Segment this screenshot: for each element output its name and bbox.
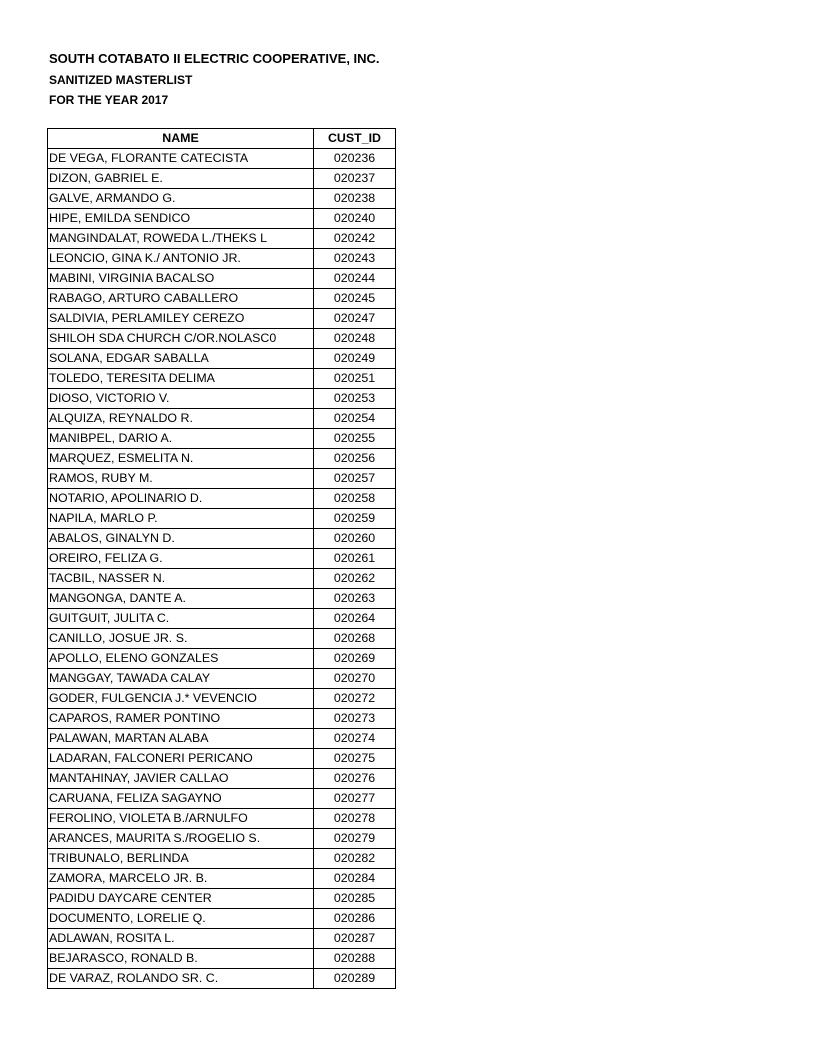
- table-row: [48, 869, 396, 889]
- customer-id-cell: 020255: [314, 429, 396, 449]
- customer-id-cell: 020289: [314, 969, 396, 989]
- customer-name-cell: GUITGUIT, JULITA C.: [48, 609, 314, 629]
- customer-id-cell: 020248: [314, 329, 396, 349]
- table-row: [48, 649, 396, 669]
- table-row: [48, 489, 396, 509]
- customer-name-cell: RABAGO, ARTURO CABALLERO: [48, 289, 314, 309]
- customer-name-cell: DIOSO, VICTORIO V.: [48, 389, 314, 409]
- customer-id-cell: 020242: [314, 229, 396, 249]
- table-row: [48, 749, 396, 769]
- masterlist-table: [47, 128, 396, 989]
- customer-name-cell: NAPILA, MARLO P.: [48, 509, 314, 529]
- customer-name-cell: MANGINDALAT, ROWEDA L./THEKS L: [48, 229, 314, 249]
- document-year: FOR THE YEAR 2017: [49, 93, 169, 107]
- customer-name-cell: OREIRO, FELIZA G.: [48, 549, 314, 569]
- customer-name-cell: GALVE, ARMANDO G.: [48, 189, 314, 209]
- customer-id-cell: 020236: [314, 149, 396, 169]
- table-row: [48, 169, 396, 189]
- customer-id-cell: 020285: [314, 889, 396, 909]
- customer-id-cell: 020276: [314, 769, 396, 789]
- customer-id-cell: 020269: [314, 649, 396, 669]
- table-row: [48, 549, 396, 569]
- customer-name-cell: APOLLO, ELENO GONZALES: [48, 649, 314, 669]
- customer-name-cell: FEROLINO, VIOLETA B./ARNULFO: [48, 809, 314, 829]
- document-subtitle: SANITIZED MASTERLIST: [49, 73, 193, 87]
- table-row: [48, 909, 396, 929]
- customer-name-cell: SHILOH SDA CHURCH C/OR.NOLASC0: [48, 329, 314, 349]
- customer-id-cell: 020259: [314, 509, 396, 529]
- customer-name-cell: CANILLO, JOSUE JR. S.: [48, 629, 314, 649]
- table-body: [48, 149, 396, 989]
- table-row: [48, 289, 396, 309]
- table-row: [48, 209, 396, 229]
- customer-name-cell: LEONCIO, GINA K./ ANTONIO JR.: [48, 249, 314, 269]
- customer-name-cell: SOLANA, EDGAR SABALLA: [48, 349, 314, 369]
- customer-name-cell: PADIDU DAYCARE CENTER: [48, 889, 314, 909]
- table-row: [48, 249, 396, 269]
- table-row: [48, 829, 396, 849]
- customer-name-cell: MANGGAY, TAWADA CALAY: [48, 669, 314, 689]
- table-row: [48, 409, 396, 429]
- customer-id-cell: 020260: [314, 529, 396, 549]
- customer-name-cell: ABALOS, GINALYN D.: [48, 529, 314, 549]
- table-row: [48, 569, 396, 589]
- customer-id-cell: 020288: [314, 949, 396, 969]
- table-header-row: [48, 129, 396, 149]
- customer-id-cell: 020287: [314, 929, 396, 949]
- table-row: [48, 849, 396, 869]
- customer-name-cell: CAPAROS, RAMER PONTINO: [48, 709, 314, 729]
- customer-id-cell: 020237: [314, 169, 396, 189]
- table-row: [48, 269, 396, 289]
- table-row: [48, 529, 396, 549]
- table-row: [48, 709, 396, 729]
- customer-name-cell: RAMOS, RUBY M.: [48, 469, 314, 489]
- table-row: [48, 469, 396, 489]
- table-row: [48, 949, 396, 969]
- customer-name-cell: ADLAWAN, ROSITA L.: [48, 929, 314, 949]
- customer-name-cell: DIZON, GABRIEL E.: [48, 169, 314, 189]
- customer-name-cell: CARUANA, FELIZA SAGAYNO: [48, 789, 314, 809]
- table-row: [48, 369, 396, 389]
- document-header: [49, 50, 380, 110]
- customer-id-cell: 020272: [314, 689, 396, 709]
- table-row: [48, 809, 396, 829]
- table-row: [48, 429, 396, 449]
- column-header-cust-id: CUST_ID: [314, 129, 396, 149]
- customer-name-cell: DE VEGA, FLORANTE CATECISTA: [48, 149, 314, 169]
- customer-name-cell: HIPE, EMILDA SENDICO: [48, 209, 314, 229]
- customer-name-cell: MANGONGA, DANTE A.: [48, 589, 314, 609]
- table-row: [48, 729, 396, 749]
- customer-id-cell: 020278: [314, 809, 396, 829]
- customer-id-cell: 020263: [314, 589, 396, 609]
- table-row: [48, 509, 396, 529]
- customer-name-cell: TRIBUNALO, BERLINDA: [48, 849, 314, 869]
- table-row: [48, 329, 396, 349]
- customer-id-cell: 020249: [314, 349, 396, 369]
- customer-id-cell: 020264: [314, 609, 396, 629]
- table-row: [48, 189, 396, 209]
- table-row: [48, 689, 396, 709]
- customer-name-cell: MARQUEZ, ESMELITA N.: [48, 449, 314, 469]
- table-row: [48, 769, 396, 789]
- table-row: [48, 149, 396, 169]
- table-row: [48, 789, 396, 809]
- customer-id-cell: 020240: [314, 209, 396, 229]
- table-row: [48, 669, 396, 689]
- customer-id-cell: 020275: [314, 749, 396, 769]
- table-row: [48, 929, 396, 949]
- table-row: [48, 969, 396, 989]
- customer-id-cell: 020268: [314, 629, 396, 649]
- customer-id-cell: 020257: [314, 469, 396, 489]
- customer-id-cell: 020244: [314, 269, 396, 289]
- customer-id-cell: 020270: [314, 669, 396, 689]
- customer-id-cell: 020261: [314, 549, 396, 569]
- customer-id-cell: 020273: [314, 709, 396, 729]
- table-row: [48, 309, 396, 329]
- customer-name-cell: ZAMORA, MARCELO JR. B.: [48, 869, 314, 889]
- customer-id-cell: 020254: [314, 409, 396, 429]
- customer-name-cell: SALDIVIA, PERLAMILEY CEREZO: [48, 309, 314, 329]
- customer-name-cell: MANTAHINAY, JAVIER CALLAO: [48, 769, 314, 789]
- customer-id-cell: 020247: [314, 309, 396, 329]
- table-row: [48, 229, 396, 249]
- customer-id-cell: 020262: [314, 569, 396, 589]
- customer-id-cell: 020238: [314, 189, 396, 209]
- customer-id-cell: 020253: [314, 389, 396, 409]
- customer-id-cell: 020245: [314, 289, 396, 309]
- customer-name-cell: LADARAN, FALCONERI PERICANO: [48, 749, 314, 769]
- customer-name-cell: DOCUMENTO, LORELIE Q.: [48, 909, 314, 929]
- customer-name-cell: ARANCES, MAURITA S./ROGELIO S.: [48, 829, 314, 849]
- customer-id-cell: 020258: [314, 489, 396, 509]
- customer-id-cell: 020243: [314, 249, 396, 269]
- customer-id-cell: 020286: [314, 909, 396, 929]
- table-row: [48, 349, 396, 369]
- customer-id-cell: 020282: [314, 849, 396, 869]
- customer-id-cell: 020274: [314, 729, 396, 749]
- table-row: [48, 589, 396, 609]
- customer-name-cell: ALQUIZA, REYNALDO R.: [48, 409, 314, 429]
- table-row: [48, 889, 396, 909]
- customer-name-cell: TOLEDO, TERESITA DELIMA: [48, 369, 314, 389]
- customer-id-cell: 020279: [314, 829, 396, 849]
- document-title: SOUTH COTABATO II ELECTRIC COOPERATIVE, INC.: [49, 51, 380, 66]
- customer-name-cell: GODER, FULGENCIA J.* VEVENCIO: [48, 689, 314, 709]
- table-row: [48, 389, 396, 409]
- table-row: [48, 609, 396, 629]
- column-header-name: NAME: [48, 129, 314, 149]
- customer-id-cell: 020256: [314, 449, 396, 469]
- customer-name-cell: BEJARASCO, RONALD B.: [48, 949, 314, 969]
- table-row: [48, 629, 396, 649]
- table-row: [48, 449, 396, 469]
- customer-name-cell: MANIBPEL, DARIO A.: [48, 429, 314, 449]
- customer-name-cell: MABINI, VIRGINIA BACALSO: [48, 269, 314, 289]
- customer-name-cell: TACBIL, NASSER N.: [48, 569, 314, 589]
- customer-name-cell: NOTARIO, APOLINARIO D.: [48, 489, 314, 509]
- customer-id-cell: 020284: [314, 869, 396, 889]
- customer-id-cell: 020277: [314, 789, 396, 809]
- customer-name-cell: DE VARAZ, ROLANDO SR. C.: [48, 969, 314, 989]
- customer-name-cell: PALAWAN, MARTAN ALABA: [48, 729, 314, 749]
- customer-id-cell: 020251: [314, 369, 396, 389]
